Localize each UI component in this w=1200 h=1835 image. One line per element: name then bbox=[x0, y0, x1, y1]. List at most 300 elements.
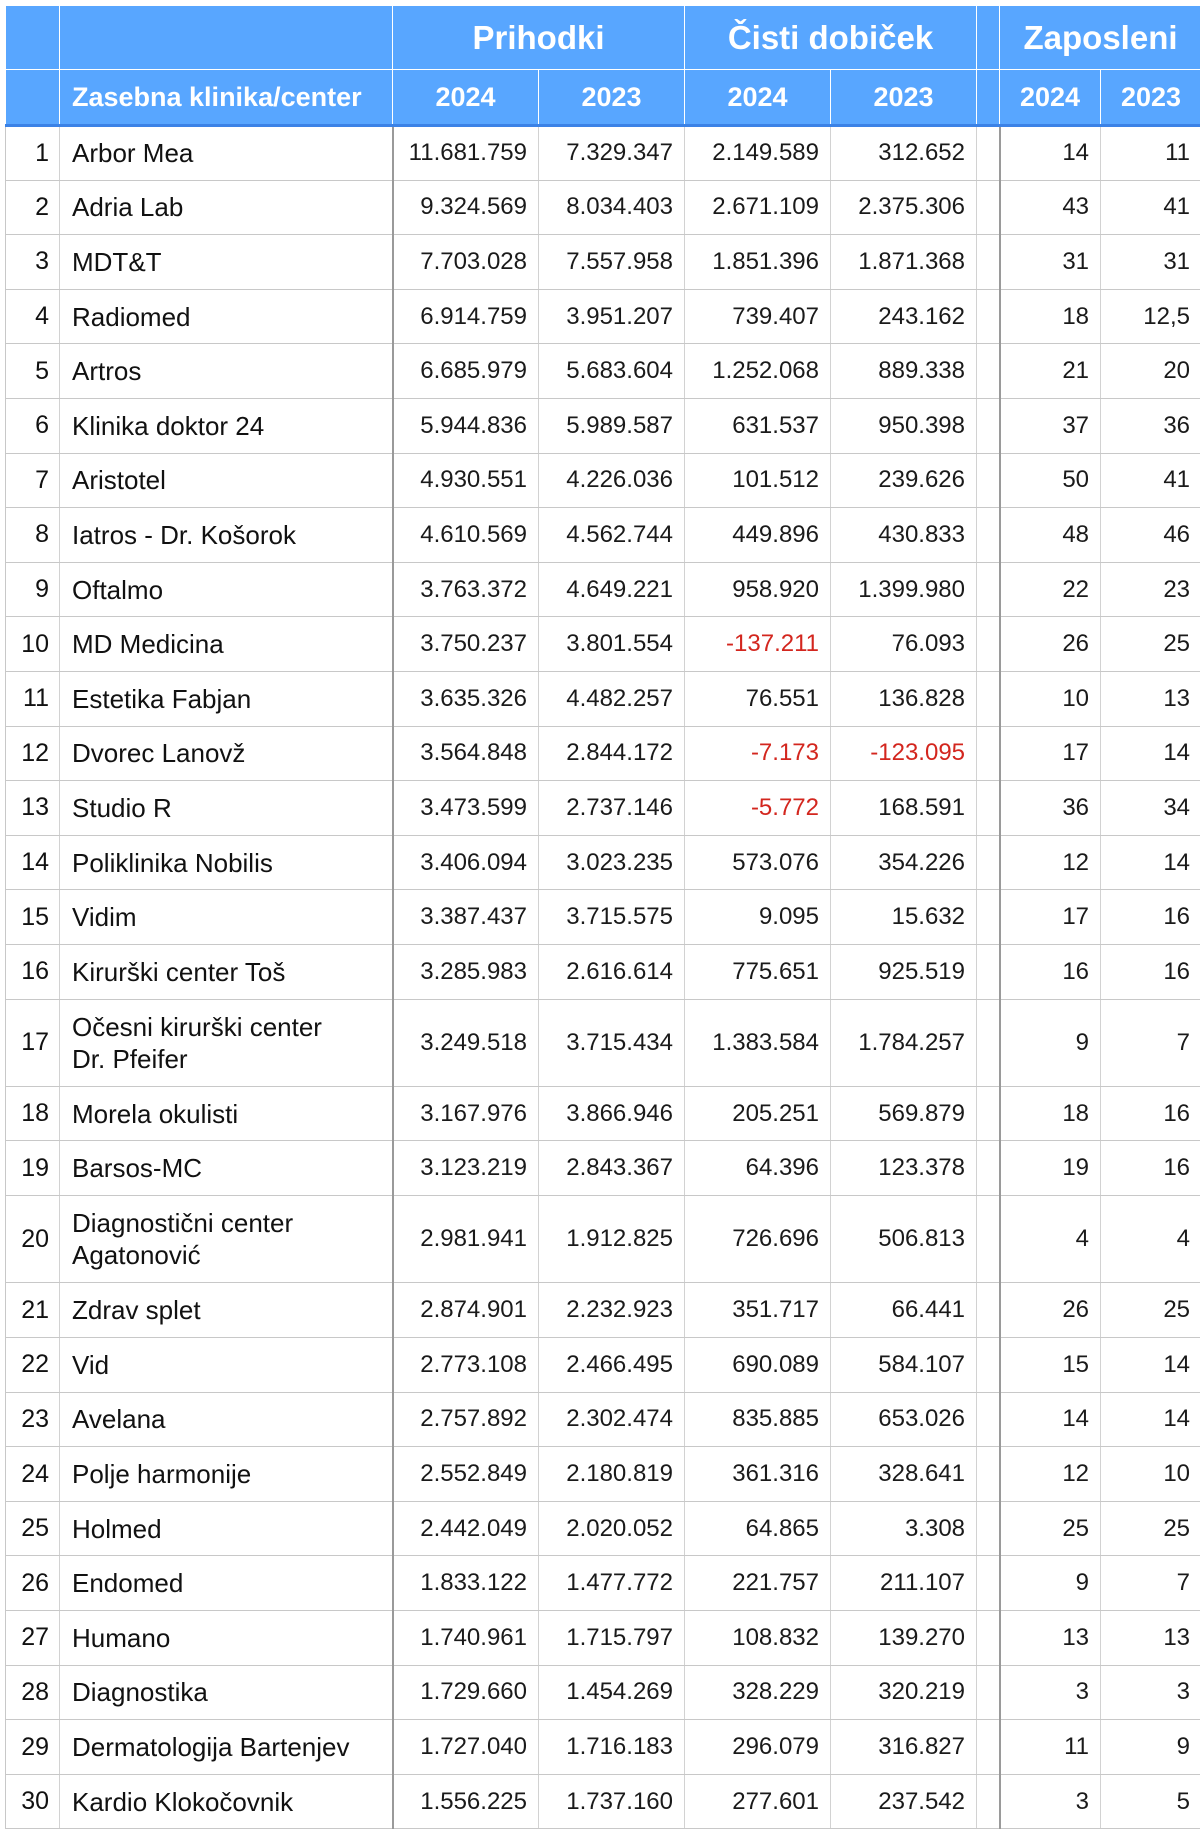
rank-cell: 15 bbox=[6, 890, 60, 945]
table-row bbox=[6, 1392, 1200, 1447]
table-row bbox=[6, 562, 1200, 617]
revenue-2024-cell: 1.556.225 bbox=[393, 1774, 539, 1829]
revenue-2024-cell: 3.406.094 bbox=[393, 835, 539, 890]
clinic-name-cell: Vid bbox=[60, 1338, 393, 1393]
table-row bbox=[6, 180, 1200, 235]
header-group-employees: Zaposleni bbox=[1000, 6, 1200, 70]
clinic-name-cell: Kardio Klokočovnik bbox=[60, 1774, 393, 1829]
employees-2024-cell: 13 bbox=[1000, 1611, 1101, 1666]
gap-cell bbox=[977, 235, 1000, 290]
employees-2024-cell: 4 bbox=[1000, 1196, 1101, 1283]
employees-2023-cell: 46 bbox=[1101, 508, 1200, 563]
rank-cell: 21 bbox=[6, 1283, 60, 1338]
gap-cell bbox=[977, 1338, 1000, 1393]
table-row bbox=[6, 1501, 1200, 1556]
profit-2024-cell: 221.757 bbox=[685, 1556, 831, 1611]
header-sub-row bbox=[6, 70, 1200, 126]
employees-2023-cell: 16 bbox=[1101, 1086, 1200, 1141]
gap-cell bbox=[977, 1665, 1000, 1720]
gap-cell bbox=[977, 1720, 1000, 1775]
gap-cell bbox=[977, 562, 1000, 617]
revenue-2024-cell: 3.249.518 bbox=[393, 999, 539, 1086]
clinic-name-cell: Diagnostika bbox=[60, 1665, 393, 1720]
table-row bbox=[6, 1720, 1200, 1775]
gap-cell bbox=[977, 1283, 1000, 1338]
rank-cell: 25 bbox=[6, 1501, 60, 1556]
revenue-2023-cell: 8.034.403 bbox=[539, 180, 685, 235]
revenue-2023-cell: 1.912.825 bbox=[539, 1196, 685, 1283]
rank-cell: 6 bbox=[6, 398, 60, 453]
revenue-2024-cell: 5.944.836 bbox=[393, 398, 539, 453]
revenue-2023-cell: 4.562.744 bbox=[539, 508, 685, 563]
table-row bbox=[6, 1196, 1200, 1283]
rank-cell: 29 bbox=[6, 1720, 60, 1775]
profit-2023-cell: 239.626 bbox=[831, 453, 977, 508]
gap-cell bbox=[977, 1086, 1000, 1141]
revenue-2024-cell: 2.552.849 bbox=[393, 1447, 539, 1502]
table-row bbox=[6, 1447, 1200, 1502]
employees-2024-cell: 9 bbox=[1000, 1556, 1101, 1611]
revenue-2023-cell: 3.023.235 bbox=[539, 835, 685, 890]
table-row bbox=[6, 1338, 1200, 1393]
gap-cell bbox=[977, 944, 1000, 999]
employees-2023-cell: 14 bbox=[1101, 1392, 1200, 1447]
employees-2024-cell: 17 bbox=[1000, 726, 1101, 781]
employees-2023-cell: 34 bbox=[1101, 781, 1200, 836]
profit-2024-cell: 64.865 bbox=[685, 1501, 831, 1556]
revenue-2024-cell: 2.757.892 bbox=[393, 1392, 539, 1447]
clinic-name-cell: Kirurški center Toš bbox=[60, 944, 393, 999]
revenue-2024-cell: 1.727.040 bbox=[393, 1720, 539, 1775]
clinic-name-cell: Klinika doktor 24 bbox=[60, 398, 393, 453]
employees-2023-cell: 10 bbox=[1101, 1447, 1200, 1502]
revenue-2024-cell: 2.442.049 bbox=[393, 1501, 539, 1556]
profit-2024-cell: 101.512 bbox=[685, 453, 831, 508]
table-row bbox=[6, 1283, 1200, 1338]
table-row bbox=[6, 453, 1200, 508]
rank-cell: 18 bbox=[6, 1086, 60, 1141]
table-body bbox=[6, 126, 1200, 1829]
employees-2024-cell: 17 bbox=[1000, 890, 1101, 945]
clinic-name-cell: Adria Lab bbox=[60, 180, 393, 235]
profit-2024-cell: 2.149.589 bbox=[685, 126, 831, 181]
employees-2023-cell: 14 bbox=[1101, 1338, 1200, 1393]
revenue-2024-cell: 4.610.569 bbox=[393, 508, 539, 563]
employees-2023-cell: 25 bbox=[1101, 1501, 1200, 1556]
employees-2024-cell: 26 bbox=[1000, 617, 1101, 672]
revenue-2024-cell: 3.473.599 bbox=[393, 781, 539, 836]
employees-2024-cell: 26 bbox=[1000, 1283, 1101, 1338]
clinic-name-line: Agatonović bbox=[72, 1240, 201, 1271]
gap-cell bbox=[977, 289, 1000, 344]
table-row bbox=[6, 1141, 1200, 1196]
revenue-2023-cell: 3.715.434 bbox=[539, 999, 685, 1086]
gap-cell bbox=[977, 999, 1000, 1086]
profit-2023-cell: 950.398 bbox=[831, 398, 977, 453]
profit-2023-cell: 3.308 bbox=[831, 1501, 977, 1556]
employees-2024-cell: 43 bbox=[1000, 180, 1101, 235]
table-row bbox=[6, 1611, 1200, 1666]
table-row bbox=[6, 235, 1200, 290]
profit-2024-cell: 108.832 bbox=[685, 1611, 831, 1666]
header-revenue-2024: 2024 bbox=[393, 70, 539, 126]
revenue-2024-cell: 1.833.122 bbox=[393, 1556, 539, 1611]
clinic-name-cell: Polje harmonije bbox=[60, 1447, 393, 1502]
clinic-name-cell: MD Medicina bbox=[60, 617, 393, 672]
revenue-2023-cell: 4.649.221 bbox=[539, 562, 685, 617]
employees-2023-cell: 14 bbox=[1101, 726, 1200, 781]
revenue-2024-cell: 11.681.759 bbox=[393, 126, 539, 181]
employees-2024-cell: 3 bbox=[1000, 1665, 1101, 1720]
gap-cell bbox=[977, 781, 1000, 836]
clinic-name-cell: Oftalmo bbox=[60, 562, 393, 617]
revenue-2024-cell: 2.874.901 bbox=[393, 1283, 539, 1338]
gap-cell bbox=[977, 617, 1000, 672]
profit-2023-cell: 1.871.368 bbox=[831, 235, 977, 290]
profit-2024-cell: 2.671.109 bbox=[685, 180, 831, 235]
employees-2023-cell: 7 bbox=[1101, 1556, 1200, 1611]
profit-2023-cell: 312.652 bbox=[831, 126, 977, 181]
employees-2023-cell: 31 bbox=[1101, 235, 1200, 290]
revenue-2023-cell: 3.866.946 bbox=[539, 1086, 685, 1141]
profit-2024-cell: 1.851.396 bbox=[685, 235, 831, 290]
employees-2024-cell: 50 bbox=[1000, 453, 1101, 508]
clinic-name-cell bbox=[60, 1196, 393, 1283]
gap-cell bbox=[977, 453, 1000, 508]
revenue-2023-cell: 4.226.036 bbox=[539, 453, 685, 508]
clinic-name-cell: MDT&T bbox=[60, 235, 393, 290]
table-row bbox=[6, 944, 1200, 999]
rank-cell: 5 bbox=[6, 344, 60, 399]
revenue-2023-cell: 1.715.797 bbox=[539, 1611, 685, 1666]
rank-cell: 8 bbox=[6, 508, 60, 563]
employees-2023-cell: 13 bbox=[1101, 671, 1200, 726]
revenue-2024-cell: 4.930.551 bbox=[393, 453, 539, 508]
profit-2024-cell: 449.896 bbox=[685, 508, 831, 563]
revenue-2023-cell: 2.844.172 bbox=[539, 726, 685, 781]
gap-cell bbox=[977, 1556, 1000, 1611]
profit-2023-cell: 1.784.257 bbox=[831, 999, 977, 1086]
employees-2024-cell: 3 bbox=[1000, 1774, 1101, 1829]
employees-2024-cell: 14 bbox=[1000, 1392, 1101, 1447]
clinic-name-line: Očesni kirurški center bbox=[72, 1011, 322, 1042]
gap-cell bbox=[977, 344, 1000, 399]
clinic-ranking-table bbox=[5, 5, 1200, 1829]
employees-2024-cell: 16 bbox=[1000, 944, 1101, 999]
table-row bbox=[6, 1556, 1200, 1611]
revenue-2023-cell: 4.482.257 bbox=[539, 671, 685, 726]
employees-2024-cell: 10 bbox=[1000, 671, 1101, 726]
gap-cell bbox=[977, 398, 1000, 453]
rank-cell: 24 bbox=[6, 1447, 60, 1502]
employees-2024-cell: 21 bbox=[1000, 344, 1101, 399]
employees-2024-cell: 37 bbox=[1000, 398, 1101, 453]
profit-2023-cell: 1.399.980 bbox=[831, 562, 977, 617]
profit-2023-cell: 66.441 bbox=[831, 1283, 977, 1338]
revenue-2023-cell: 2.180.819 bbox=[539, 1447, 685, 1502]
profit-2023-cell: 15.632 bbox=[831, 890, 977, 945]
clinic-name-cell: Avelana bbox=[60, 1392, 393, 1447]
rank-cell: 12 bbox=[6, 726, 60, 781]
table-row bbox=[6, 726, 1200, 781]
rank-cell: 9 bbox=[6, 562, 60, 617]
rank-cell: 17 bbox=[6, 999, 60, 1086]
rank-cell: 3 bbox=[6, 235, 60, 290]
clinic-name-cell: Studio R bbox=[60, 781, 393, 836]
revenue-2023-cell: 2.232.923 bbox=[539, 1283, 685, 1338]
profit-2023-cell: 211.107 bbox=[831, 1556, 977, 1611]
revenue-2023-cell: 1.716.183 bbox=[539, 1720, 685, 1775]
clinic-name-line: Dr. Pfeifer bbox=[72, 1043, 188, 1074]
revenue-2023-cell: 2.020.052 bbox=[539, 1501, 685, 1556]
profit-2024-cell: 205.251 bbox=[685, 1086, 831, 1141]
profit-2024-cell: 76.551 bbox=[685, 671, 831, 726]
employees-2023-cell: 16 bbox=[1101, 944, 1200, 999]
clinic-name-line: Diagnostični center bbox=[72, 1208, 294, 1239]
gap-cell bbox=[977, 1447, 1000, 1502]
employees-2024-cell: 12 bbox=[1000, 835, 1101, 890]
table-row bbox=[6, 126, 1200, 181]
employees-2023-cell: 4 bbox=[1101, 1196, 1200, 1283]
table-row bbox=[6, 890, 1200, 945]
profit-2023-cell: 2.375.306 bbox=[831, 180, 977, 235]
profit-2023-cell: 925.519 bbox=[831, 944, 977, 999]
gap-cell bbox=[977, 1501, 1000, 1556]
revenue-2024-cell: 9.324.569 bbox=[393, 180, 539, 235]
profit-2024-cell: 1.383.584 bbox=[685, 999, 831, 1086]
profit-2023-cell: 243.162 bbox=[831, 289, 977, 344]
rank-cell: 1 bbox=[6, 126, 60, 181]
employees-2023-cell: 7 bbox=[1101, 999, 1200, 1086]
header-employees-2024: 2024 bbox=[1000, 70, 1101, 126]
profit-2024-cell: 573.076 bbox=[685, 835, 831, 890]
revenue-2023-cell: 2.616.614 bbox=[539, 944, 685, 999]
profit-2024-cell: 775.651 bbox=[685, 944, 831, 999]
rank-cell: 7 bbox=[6, 453, 60, 508]
employees-2024-cell: 22 bbox=[1000, 562, 1101, 617]
rank-cell: 2 bbox=[6, 180, 60, 235]
profit-2023-cell: 168.591 bbox=[831, 781, 977, 836]
employees-2024-cell: 19 bbox=[1000, 1141, 1101, 1196]
rank-cell: 16 bbox=[6, 944, 60, 999]
revenue-2024-cell: 3.123.219 bbox=[393, 1141, 539, 1196]
clinic-name-cell: Poliklinika Nobilis bbox=[60, 835, 393, 890]
employees-2023-cell: 11 bbox=[1101, 126, 1200, 181]
revenue-2024-cell: 7.703.028 bbox=[393, 235, 539, 290]
employees-2024-cell: 14 bbox=[1000, 126, 1101, 181]
header-revenue-2023: 2023 bbox=[539, 70, 685, 126]
employees-2023-cell: 41 bbox=[1101, 453, 1200, 508]
revenue-2024-cell: 3.635.326 bbox=[393, 671, 539, 726]
profit-2024-cell: 351.717 bbox=[685, 1283, 831, 1338]
rank-cell: 14 bbox=[6, 835, 60, 890]
clinic-name-cell: Vidim bbox=[60, 890, 393, 945]
profit-2023-cell: 569.879 bbox=[831, 1086, 977, 1141]
profit-2023-cell: 889.338 bbox=[831, 344, 977, 399]
clinic-name-cell: Morela okulisti bbox=[60, 1086, 393, 1141]
employees-2024-cell: 18 bbox=[1000, 289, 1101, 344]
revenue-2024-cell: 3.285.983 bbox=[393, 944, 539, 999]
revenue-2024-cell: 3.387.437 bbox=[393, 890, 539, 945]
table-row bbox=[6, 1665, 1200, 1720]
employees-2023-cell: 3 bbox=[1101, 1665, 1200, 1720]
profit-2024-cell: -5.772 bbox=[685, 781, 831, 836]
header-blank-name bbox=[60, 6, 393, 70]
clinic-name-cell: Dvorec Lanovž bbox=[60, 726, 393, 781]
header-blank-gap-sub bbox=[977, 70, 1000, 126]
revenue-2024-cell: 3.750.237 bbox=[393, 617, 539, 672]
rank-cell: 10 bbox=[6, 617, 60, 672]
rank-cell: 11 bbox=[6, 671, 60, 726]
gap-cell bbox=[977, 508, 1000, 563]
header-group-revenue: Prihodki bbox=[393, 6, 685, 70]
employees-2023-cell: 12,5 bbox=[1101, 289, 1200, 344]
clinic-name-cell: Arbor Mea bbox=[60, 126, 393, 181]
employees-2023-cell: 20 bbox=[1101, 344, 1200, 399]
rank-cell: 22 bbox=[6, 1338, 60, 1393]
gap-cell bbox=[977, 126, 1000, 181]
profit-2024-cell: 690.089 bbox=[685, 1338, 831, 1393]
revenue-2023-cell: 5.683.604 bbox=[539, 344, 685, 399]
revenue-2023-cell: 2.737.146 bbox=[539, 781, 685, 836]
revenue-2024-cell: 3.167.976 bbox=[393, 1086, 539, 1141]
gap-cell bbox=[977, 1141, 1000, 1196]
revenue-2024-cell: 1.740.961 bbox=[393, 1611, 539, 1666]
profit-2024-cell: 835.885 bbox=[685, 1392, 831, 1447]
profit-2024-cell: 277.601 bbox=[685, 1774, 831, 1829]
revenue-2024-cell: 2.981.941 bbox=[393, 1196, 539, 1283]
clinic-name-cell: Iatros - Dr. Košorok bbox=[60, 508, 393, 563]
header-name-column: Zasebna klinika/center bbox=[60, 70, 393, 126]
profit-2023-cell: 584.107 bbox=[831, 1338, 977, 1393]
gap-cell bbox=[977, 1392, 1000, 1447]
table-row bbox=[6, 999, 1200, 1086]
employees-2023-cell: 25 bbox=[1101, 1283, 1200, 1338]
clinic-name-cell: Radiomed bbox=[60, 289, 393, 344]
employees-2023-cell: 36 bbox=[1101, 398, 1200, 453]
profit-2023-cell: 316.827 bbox=[831, 1720, 977, 1775]
profit-2024-cell: 9.095 bbox=[685, 890, 831, 945]
employees-2024-cell: 31 bbox=[1000, 235, 1101, 290]
profit-2024-cell: 361.316 bbox=[685, 1447, 831, 1502]
revenue-2023-cell: 2.466.495 bbox=[539, 1338, 685, 1393]
profit-2023-cell: -123.095 bbox=[831, 726, 977, 781]
clinic-name-cell: Barsos-MC bbox=[60, 1141, 393, 1196]
header-employees-2023: 2023 bbox=[1101, 70, 1200, 126]
table-header bbox=[6, 6, 1200, 126]
clinic-name-cell bbox=[60, 999, 393, 1086]
employees-2023-cell: 13 bbox=[1101, 1611, 1200, 1666]
employees-2024-cell: 11 bbox=[1000, 1720, 1101, 1775]
table-row bbox=[6, 617, 1200, 672]
profit-2023-cell: 136.828 bbox=[831, 671, 977, 726]
revenue-2023-cell: 7.557.958 bbox=[539, 235, 685, 290]
employees-2024-cell: 9 bbox=[1000, 999, 1101, 1086]
table-row bbox=[6, 835, 1200, 890]
employees-2024-cell: 25 bbox=[1000, 1501, 1101, 1556]
gap-cell bbox=[977, 1774, 1000, 1829]
rank-cell: 4 bbox=[6, 289, 60, 344]
revenue-2023-cell: 3.715.575 bbox=[539, 890, 685, 945]
revenue-2023-cell: 3.951.207 bbox=[539, 289, 685, 344]
profit-2024-cell: 739.407 bbox=[685, 289, 831, 344]
clinic-name-cell: Aristotel bbox=[60, 453, 393, 508]
profit-2023-cell: 328.641 bbox=[831, 1447, 977, 1502]
profit-2023-cell: 320.219 bbox=[831, 1665, 977, 1720]
rank-cell: 27 bbox=[6, 1611, 60, 1666]
profit-2023-cell: 506.813 bbox=[831, 1196, 977, 1283]
revenue-2023-cell: 5.989.587 bbox=[539, 398, 685, 453]
revenue-2024-cell: 3.763.372 bbox=[393, 562, 539, 617]
profit-2024-cell: 1.252.068 bbox=[685, 344, 831, 399]
profit-2024-cell: 726.696 bbox=[685, 1196, 831, 1283]
revenue-2023-cell: 3.801.554 bbox=[539, 617, 685, 672]
header-blank-gap bbox=[977, 6, 1000, 70]
table-row bbox=[6, 289, 1200, 344]
rank-cell: 30 bbox=[6, 1774, 60, 1829]
rank-cell: 23 bbox=[6, 1392, 60, 1447]
profit-2024-cell: 958.920 bbox=[685, 562, 831, 617]
gap-cell bbox=[977, 671, 1000, 726]
employees-2023-cell: 16 bbox=[1101, 890, 1200, 945]
gap-cell bbox=[977, 726, 1000, 781]
revenue-2023-cell: 1.737.160 bbox=[539, 1774, 685, 1829]
profit-2023-cell: 354.226 bbox=[831, 835, 977, 890]
gap-cell bbox=[977, 1611, 1000, 1666]
revenue-2024-cell: 3.564.848 bbox=[393, 726, 539, 781]
rank-cell: 19 bbox=[6, 1141, 60, 1196]
employees-2023-cell: 5 bbox=[1101, 1774, 1200, 1829]
clinic-name-cell: Estetika Fabjan bbox=[60, 671, 393, 726]
table-row bbox=[6, 671, 1200, 726]
rank-cell: 26 bbox=[6, 1556, 60, 1611]
gap-cell bbox=[977, 890, 1000, 945]
profit-2024-cell: 631.537 bbox=[685, 398, 831, 453]
clinic-name-cell: Artros bbox=[60, 344, 393, 399]
table-row bbox=[6, 1086, 1200, 1141]
profit-2023-cell: 76.093 bbox=[831, 617, 977, 672]
header-profit-2023: 2023 bbox=[831, 70, 977, 126]
profit-2023-cell: 237.542 bbox=[831, 1774, 977, 1829]
header-group-row bbox=[6, 6, 1200, 70]
revenue-2024-cell: 6.685.979 bbox=[393, 344, 539, 399]
profit-2023-cell: 123.378 bbox=[831, 1141, 977, 1196]
employees-2024-cell: 36 bbox=[1000, 781, 1101, 836]
header-blank-rank-sub bbox=[6, 70, 60, 126]
employees-2023-cell: 9 bbox=[1101, 1720, 1200, 1775]
employees-2023-cell: 16 bbox=[1101, 1141, 1200, 1196]
rank-cell: 20 bbox=[6, 1196, 60, 1283]
gap-cell bbox=[977, 180, 1000, 235]
profit-2024-cell: -137.211 bbox=[685, 617, 831, 672]
employees-2024-cell: 12 bbox=[1000, 1447, 1101, 1502]
revenue-2024-cell: 1.729.660 bbox=[393, 1665, 539, 1720]
employees-2023-cell: 23 bbox=[1101, 562, 1200, 617]
revenue-2023-cell: 2.302.474 bbox=[539, 1392, 685, 1447]
clinic-name-cell: Endomed bbox=[60, 1556, 393, 1611]
table-row bbox=[6, 344, 1200, 399]
employees-2024-cell: 15 bbox=[1000, 1338, 1101, 1393]
rank-cell: 13 bbox=[6, 781, 60, 836]
profit-2024-cell: 296.079 bbox=[685, 1720, 831, 1775]
revenue-2023-cell: 1.454.269 bbox=[539, 1665, 685, 1720]
table-row bbox=[6, 398, 1200, 453]
revenue-2024-cell: 6.914.759 bbox=[393, 289, 539, 344]
profit-2024-cell: 328.229 bbox=[685, 1665, 831, 1720]
gap-cell bbox=[977, 1196, 1000, 1283]
gap-cell bbox=[977, 835, 1000, 890]
table-row bbox=[6, 508, 1200, 563]
